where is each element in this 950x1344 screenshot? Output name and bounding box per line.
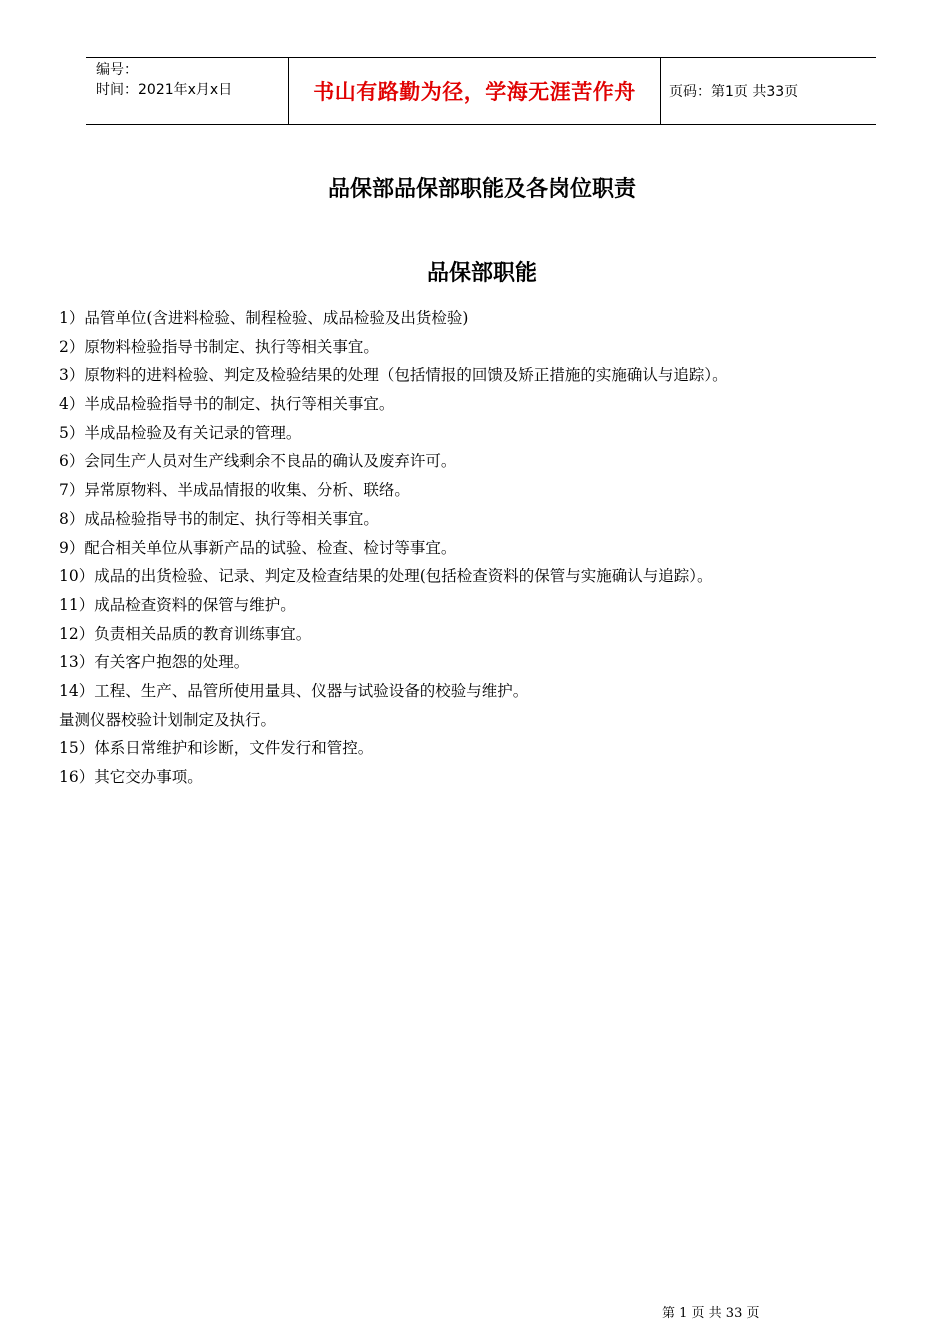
- section-title: 品保部职能: [426, 260, 537, 286]
- duty-item: 4）半成品检验指导书的制定、执行等相关事宜。: [59, 395, 395, 414]
- header-page-info: 页码：第1页 共33页: [669, 84, 799, 100]
- duty-item: 5）半成品检验及有关记录的管理。: [59, 423, 302, 442]
- header-meta: [86, 58, 288, 124]
- header-page-info-cell: [661, 58, 876, 124]
- duty-item: 1）品管单位(含进料检验、制程检验、成品检验及出货检验): [59, 309, 469, 327]
- duty-item: 3）原物料的进料检验、判定及检验结果的处理（包括情报的回馈及矫正措施的实施确认与追踪）。: [59, 366, 728, 385]
- header-motto: 书山有路勤为径，学海无涯苦作舟: [313, 80, 636, 104]
- duty-item: 13）有关客户抱怨的处理。: [59, 653, 250, 672]
- page-header: [86, 57, 876, 125]
- duty-item: 量测仪器校验计划制定及执行。: [59, 710, 277, 729]
- duty-item: 8）成品检验指导书的制定、执行等相关事宜。: [59, 509, 379, 528]
- document-number-label: 编号：: [96, 62, 138, 78]
- page-footer: 第 1 页 共 33 页: [662, 1306, 760, 1321]
- duties-list: [59, 304, 939, 792]
- duty-item: 6）会同生产人员对生产线剩余不良品的确认及废弃许可。: [59, 452, 457, 471]
- duty-item: 7）异常原物料、半成品情报的收集、分析、联络。: [59, 481, 410, 500]
- duty-item: 9）配合相关单位从事新产品的试验、检查、检讨等事宜。: [59, 538, 457, 557]
- document-title: 品保部品保部职能及各岗位职责: [327, 176, 636, 202]
- duty-item: 10）成品的出货检验、记录、判定及检查结果的处理(包括检查资料的保管与实施确认与追踪）。: [59, 567, 713, 586]
- document-date: 时间：2021年x月x日: [96, 82, 233, 98]
- duty-item: 16）其它交办事项。: [59, 768, 203, 786]
- duty-item: 14）工程、生产、品管所使用量具、仪器与试验设备的校验与维护。: [59, 681, 529, 700]
- duty-item: 15）体系日常维护和诊断，文件发行和管控。: [59, 739, 374, 758]
- duty-item: 2）原物料检验指导书制定、执行等相关事宜。: [59, 337, 379, 356]
- header-motto-cell: [288, 58, 661, 124]
- duty-item: 12）负责相关品质的教育训练事宜。: [59, 624, 312, 643]
- duty-item: 11）成品检查资料的保管与维护。: [59, 595, 296, 614]
